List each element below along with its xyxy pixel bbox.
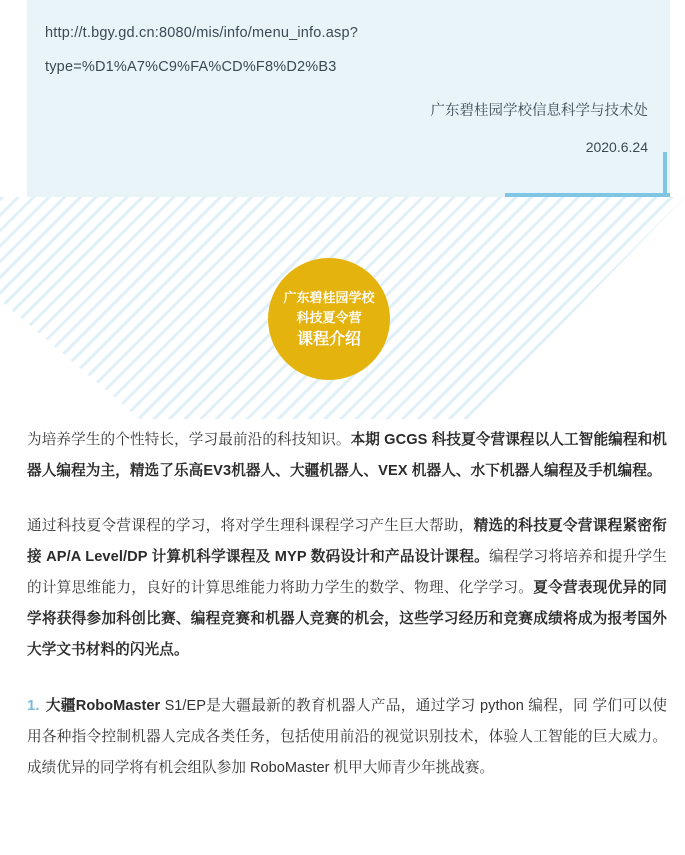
list-item-1 (27, 690, 667, 784)
paragraph-1-bold: 本期 GCGS 科技夏令营课程以人工智能编程和机器人编程为主，精选了乐高EV3机器人、大疆机器人、VEX 机器人、水下机器人编程及手机编程。 (27, 432, 667, 479)
paragraph-2-plain-a: 通过科技夏令营课程的学习，将对学生理科课程学习产生巨大帮助， (27, 518, 474, 534)
card-corner-accent-vertical (663, 152, 667, 197)
signature-block (431, 98, 649, 160)
paragraph-1 (27, 425, 667, 487)
header-card (27, 0, 670, 197)
badge-line-3: 课程介绍 (296, 331, 361, 348)
paragraph-1-plain: 为培养学生的个性特长，学习最前沿的科技知识。 (27, 432, 351, 448)
badge-line-1: 广东碧桂园学校 (283, 290, 375, 305)
article-body (27, 425, 667, 784)
paragraph-2-bold-b: 夏令营表现优异的同学将获得参加科创比赛、编程竞赛和机器人竞赛的机会，这些学习经历和竞赛成绩将成为报考国外大学文书材料的闪光点。 (27, 580, 668, 658)
list-item-1-text: S1/EP是大疆最新的教育机器人产品，通过学习 python 编程，同 学们可以使用各种指令控制机器人完成各类任务，包括使用前沿的视觉识别技术，体验人工智能的巨大威力。成绩优异的同学将有机会组队参加 RoboMaster 机甲大师青少年挑战赛。 (27, 698, 667, 776)
paragraph-2-bold-a: 精选的科技夏令营课程紧密衔接 AP/A Level/DP 计算机科学课程及 MYP 数码设计和产品设计课程。 (27, 518, 667, 565)
source-url-line-1: http://t.bgy.gd.cn:8080/mis/info/menu_info.asp? (45, 25, 359, 41)
source-url-line-2: type=%D1%A7%C9%FA%CD%F8%D2%B3 (45, 59, 337, 75)
signature-org: 广东碧桂园学校信息科学与技术处 (430, 103, 648, 119)
paragraph-2 (27, 511, 667, 666)
signature-date: 2020.6.24 (585, 139, 648, 155)
list-item-1-title: 大疆RoboMaster (45, 698, 161, 714)
badge-line-2: 科技夏令营 (296, 310, 362, 325)
course-intro-badge (268, 258, 390, 380)
paragraph-2-plain-b: 编程学习将培养和提升学生的计算思维能力，良好的计算思维能力将助力学生的数学、物理、化学学习。 (27, 549, 667, 596)
list-item-1-number: 1. (27, 697, 40, 714)
